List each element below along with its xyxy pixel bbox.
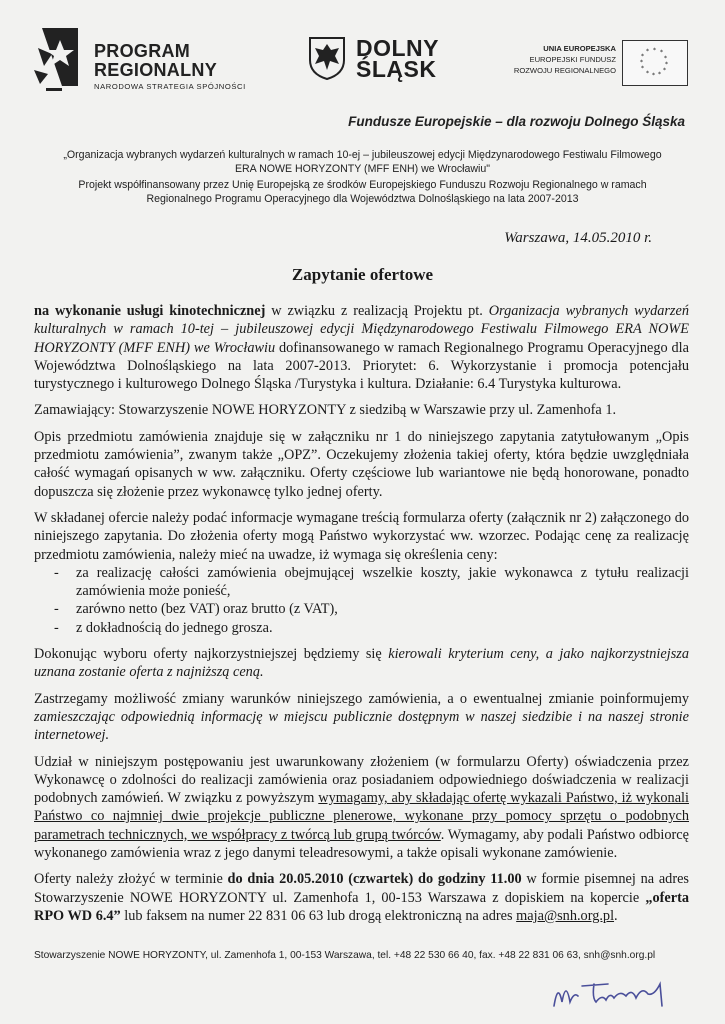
document-body [34,302,689,933]
envelope-note: „oferta RPO WD 6.4” [34,889,689,924]
list-item: - zarówno netto (bez VAT) oraz brutto (z VAT), [34,600,689,618]
fundusze-europejskie-slogan: Fundusze Europejskie – dla rozwoju Dolnego Śląska [348,114,685,129]
svg-text:*: * [653,47,656,54]
program-logo-line2: REGIONALNY [94,60,218,80]
project-title-line1: „Organizacja wybranych wydarzeń kulturalnych w ramach 10-ej – jubileuszowej edycji Międzynarodowego Festiwalu Filmowego [63,149,662,161]
svg-text:*: * [646,48,649,55]
project-name: Organizacja wybranych wydarzeń kulturalnych w ramach 10-tej – jubileuszowej edycji Międzynarodowego Festiwalu Filmowego ERA NOWE HORYZONTY (MFF ENH) we Wrocławiu [34,303,689,356]
list-item: - z dokładnością do jednego grosza. [34,619,689,637]
handwritten-signature [548,972,688,1012]
document-title: Zapytanie ofertowe [291,265,434,284]
paragraph-participation [34,753,689,863]
svg-text:*: * [652,72,655,79]
dolny-slask-line1: DOLNY [356,35,439,61]
cofinancing-line2: Regionalnego Programu Operacyjnego dla Województwa Dolnośląskiego na lata 2007-2013 [146,193,579,205]
paragraph-subject-description: Opis przedmiotu zamówienia znajduje się w załączniku nr 1 do niniejszego zapytania zatytułowanym „Opis przedmiotu zamówienia”, zwanym także „OPZ”. Oczekujemy złożenia takiej oferty, która będzie uwzględniała całość wymagań opisanych w ww. załączniku. Oferty częściowe lub wariantowe nie będą honorowane, ponadto dopuszcza się złożenie przez wykonawcę tylko jednej oferty. [34,428,689,500]
svg-text:*: * [646,70,649,77]
cofinancing-note [40,178,685,206]
paragraph-text: . Wymagamy, aby podali Państwo odbiorcę wykonanego zamówienia wraz z jego danymi teleadresowymi, a także opisali wykonane zamówienie. [34,826,689,862]
paragraph-text: Dokonując wyboru oferty najkorzystniejszej będziemy się [34,646,389,663]
svg-text:*: * [658,71,661,78]
criteria-text: kierowali kryterium ceny, a jako najkorzystniejsza uznana zostanie oferta z najniższą ceną. [34,646,689,681]
email-link[interactable]: maja@snh.org.pl [516,907,615,924]
dolny-slask-logo [308,36,448,86]
service-name: na wykonanie usługi kinotechnicznej [34,303,266,319]
paragraph-text: . [614,907,618,924]
ue-logo-line2: EUROPEJSKI FUNDUSZ [529,55,616,64]
svg-text:*: * [664,55,667,62]
paragraph-text: Oferty należy złożyć w terminie [34,871,228,888]
paragraph-deadline [34,870,689,925]
footer-contact: Stowarzyszenie NOWE HORYZONTY, ul. Zamenhofa 1, 00-153 Warszawa, tel. +48 22 530 66 40, fax. +48 22 831 06 63, snh@snh.org.pl [34,950,656,961]
svg-text:*: * [641,53,644,60]
program-logo-line1: PROGRAM [94,41,191,61]
experience-requirement: wymagamy, aby składając ofertę wykazali Państwo, iż wykonali Państwo co najmniej dwie projekcje publiczne plenerowe, wykonane przy pomocy sprzętu o podobnych parametrach technicznych, we współpracy z twórcą lub grupą twórców [34,790,689,843]
project-title [40,148,685,176]
dolny-slask-line2: ŚLĄSK [356,56,437,82]
cofinancing-line1: Projekt współfinansowany przez Unię Europejską ze środków Europejskiego Funduszu Rozwoju Regionalnego w ramach [78,179,647,191]
paragraph-text: Udział w niniejszym postępowaniu jest uwarunkowany złożeniem (w formularzu Oferty) oświadczenia przez Wykonawcę o zdolności do realizacji zamówienia oraz posiadaniem odpowiedniego doświadczenia w realizacji podobnych zamówień. W związku z powyższym [34,753,689,807]
project-title-line2: ERA NOWE HORYZONTY (MFF ENH) we Wrocławiu" [234,163,491,175]
deadline: do dnia 20.05.2010 (czwartek) do godziny 11.00 [227,871,522,888]
program-logo-line3: NARODOWA STRATEGIA SPÓJNOŚCI [94,82,246,91]
program-regionalny-emblem-icon [32,26,82,92]
eagle-crest-icon [308,36,346,80]
paragraph-text: w formie pisemnej na adres Stowarzyszenie NOWE HORYZONTY ul. Zamenhofa 1, 00-153 Warszawa z dopiskiem na kopercie [34,871,689,906]
paragraph-selection-criteria [34,645,689,682]
paragraph-offer-info: W składanej ofercie należy podać informacje wymagane treścią formularza oferty (załącznik nr 2) załączonego do niniejszego zapytania. Do złożenia oferty mogą Państwo wykorzystać ww. wzorzec. Podając cenę za realizację przedmiotu zamówienia, należy mieć na uwadze, iż wymaga się określenia ceny: [34,509,689,563]
list-item: - za realizację całości zamówienia obejmującej wszelkie koszty, jakie wykonawca z tytułu realizacji zamówienia może ponieść, [34,564,689,601]
eu-flag-icon [622,40,688,86]
unia-europejska-logo [500,40,692,90]
paragraph-scope [34,302,689,393]
svg-text:*: * [640,59,643,66]
ue-logo-line1: UNIA EUROPEJSKA [543,44,616,53]
paragraph-text: w związku z realizacją Projektu pt. [265,303,489,319]
paragraph-text: lub faksem na numer 22 831 06 63 lub drogą elektroniczną na adres [120,907,517,924]
paragraph-text: dofinansowanego w ramach Regionalnego Programu Operacyjnego dla Województwa Dolnośląskiego na lata 2007-2013. Priorytet: 6. Wykorzystanie i promocja potencjału turystycznego i kulturowego Dolnego Śląska /Turystyka i kultura. Działanie: 6.4 Turystyka kulturowa. [34,339,689,393]
price-requirements-list [34,564,689,637]
paragraph-text: Zastrzegamy możliwość zmiany warunków niniejszego zamówienia, a o ewentualnej zmianie poinformujemy [34,690,689,707]
changes-text: zamieszczając odpowiednią informację w miejscu publicznie dostępnym w naszej siedzibie i na naszej stronie internetowej. [34,708,689,744]
svg-text:*: * [660,49,663,56]
svg-text:*: * [641,65,644,72]
svg-text:*: * [663,67,666,74]
ue-logo-line3: ROZWOJU REGIONALNEGO [513,66,616,75]
document-date: Warszawa, 14.05.2010 r. [504,230,652,246]
paragraph-ordering-party: Zamawiający: Stowarzyszenie NOWE HORYZONTY z siedzibą w Warszawie przy ul. Zamenhofa 1. [34,402,617,419]
paragraph-changes [34,690,689,745]
svg-text:*: * [665,61,668,68]
program-regionalny-logo [32,26,272,96]
